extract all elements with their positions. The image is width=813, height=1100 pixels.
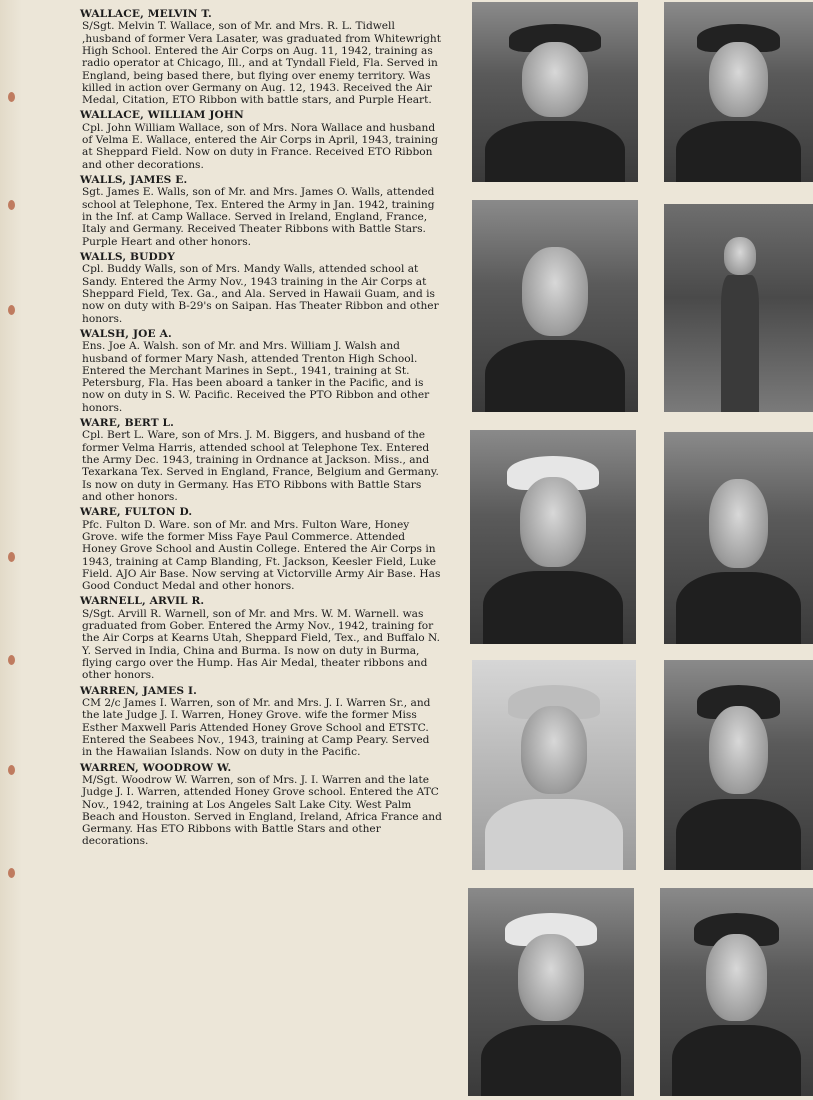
bio-name: WARNELL, ARVIL R. — [80, 595, 205, 608]
bio-name: WARE, FULTON D. — [80, 506, 193, 519]
bio-text: S/Sgt. Melvin T. Wallace, son of Mr. and Mrs. R. L. Tidwell ,husband of former Vera Lasater, was graduated from Whitewright High School. Entered the Air Corps on Aug. 11, 1942, training as radio operator at Chicago, Ill., and at Tyndall Field, Fla. Served in England, being based there, but flying over enemy territory. Was killed in action over Germany on Aug. 12, 1943. Received the Air Medal, Citation, ETO Ribbon with battle stars, and Purple Heart. — [82, 20, 441, 107]
portrait-photo — [664, 432, 813, 644]
portrait-photo — [472, 660, 636, 870]
portrait-photo — [664, 2, 813, 182]
bio-entry — [80, 595, 442, 681]
bio-text: CM 2/c James I. Warren, son of Mr. and Mrs. J. I. Warren Sr., and the late Judge J. I. Warren, Honey Grove. wife the former Miss Esther Maxwell Paris Attended Honey Grove School and ETSTC. Entered the Seabees Nov., 1943, training at Camp Peary. Served in the Hawaiian Islands. Now on duty in the Pacific. — [82, 697, 431, 759]
page-margin — [0, 0, 22, 1100]
bio-name: WARREN, JAMES I. — [80, 684, 197, 697]
bio-name: WALSH, JOE A. — [80, 327, 172, 340]
portrait-photo — [664, 660, 813, 870]
bio-entry — [80, 417, 442, 503]
bio-text: Sgt. James E. Walls, son of Mr. and Mrs. James O. Walls, attended school at Telephone, Tex. Entered the Army in Jan. 1942, training in the Inf. at Camp Wallace. Served in Ireland, England, France, Italy and Germany. Received Theater Ribbons with Battle Stars. Purple Heart and other honors. — [82, 186, 435, 248]
bio-entry — [80, 8, 442, 106]
bio-text: Ens. Joe A. Walsh. son of Mr. and Mrs. William J. Walsh and husband of former Mary Nash, attended Trenton High School. Entered the Merchant Marines in Sept., 1941, training at St. Petersburg, Fla. Has been aboard a tanker in the Pacific, and is now on duty in S. W. Pacific. Received the PTO Ribbon and other honors. — [82, 340, 430, 414]
bio-entry — [80, 328, 442, 414]
punch-hole — [8, 655, 15, 665]
bio-name: WALLACE, WILLIAM JOHN — [80, 109, 244, 122]
bio-text: Cpl. Bert L. Ware, son of Mrs. J. M. Biggers, and husband of the former Velma Harris, attended school at Telephone Tex. Entered the Army Dec. 1943, training in Ordnance at Jackson. Miss., and Texarkana Tex. Served in England, France, Belgium and Germany. Is now on duty in Germany. Has ETO Ribbons with Battle Stars and other honors. — [82, 429, 439, 503]
portrait-photo — [664, 204, 813, 412]
bio-name: WARE, BERT L. — [80, 417, 174, 430]
portrait-photo — [472, 200, 638, 412]
bio-name: WALLS, JAMES E. — [80, 174, 188, 187]
portrait-photo — [468, 888, 634, 1096]
bio-text: Pfc. Fulton D. Ware. son of Mr. and Mrs. Fulton Ware, Honey Grove. wife the former Miss Faye Paul Commerce. Attended Honey Grove School and Austin College. Entered the Air Corps in 1943, training at Camp Blanding, Ft. Jackson, Keesler Field, Luke Field. AJO Air Base. Now serving at Victorville Army Air Base. Has Good Conduct Medal and other honors. — [82, 518, 441, 593]
bio-name: WARREN, WOODROW W. — [80, 761, 232, 774]
portrait-photo — [660, 888, 813, 1096]
bio-text: Cpl. John William Wallace, son of Mrs. Nora Wallace and husband of Velma E. Wallace, entered the Air Corps in April, 1943, training at Sheppard Field. Now on duty in France. Received ETO Ribbon and other decorations. — [82, 121, 439, 171]
bio-entry — [80, 685, 442, 759]
portrait-photo — [470, 430, 636, 644]
bio-entry — [80, 251, 442, 325]
punch-hole — [8, 552, 15, 562]
bio-text: M/Sgt. Woodrow W. Warren, son of Mrs. J. I. Warren and the late Judge J. I. Warren, attended Honey Grove school. Entered the ATC Nov., 1942, training at Los Angeles Salt Lake City. West Palm Beach and Houston. Served in England, Ireland, Africa France and Germany. Has ETO Ribbons with Battle Stars and other decorations. — [82, 773, 442, 848]
punch-hole — [8, 92, 15, 102]
bio-entry — [80, 109, 442, 171]
portrait-photo — [472, 2, 638, 182]
bio-entry — [80, 506, 442, 592]
punch-hole — [8, 200, 15, 210]
bio-entry — [80, 174, 442, 248]
punch-hole — [8, 868, 15, 878]
bio-entry — [80, 762, 442, 848]
bio-name: WALLACE, MELVIN T. — [80, 8, 212, 20]
bio-text: S/Sgt. Arvill R. Warnell, son of Mr. and Mrs. W. M. Warnell. was graduated from Gober. Entered the Army Nov., 1942, training for the Air Corps at Kearns Utah, Sheppard Field, Tex., and Buffalo N. Y. Served in India, China and Burma. Is now on duty in Burma, flying cargo over the Hump. Has Air Medal, theater ribbons and other honors. — [82, 607, 440, 682]
biography-column — [80, 8, 442, 851]
bio-name: WALLS, BUDDY — [80, 250, 175, 263]
punch-hole — [8, 305, 15, 315]
bio-text: Cpl. Buddy Walls, son of Mrs. Mandy Walls, attended school at Sandy. Entered the Army Nov., 1943 training in the Air Corps at Sheppard Field, Tex. Ga., and Ala. Served in Hawaii Guam, and is now on duty with B-29's on Saipan. Has Theater Ribbon and other honors. — [82, 263, 439, 325]
punch-hole — [8, 765, 15, 775]
